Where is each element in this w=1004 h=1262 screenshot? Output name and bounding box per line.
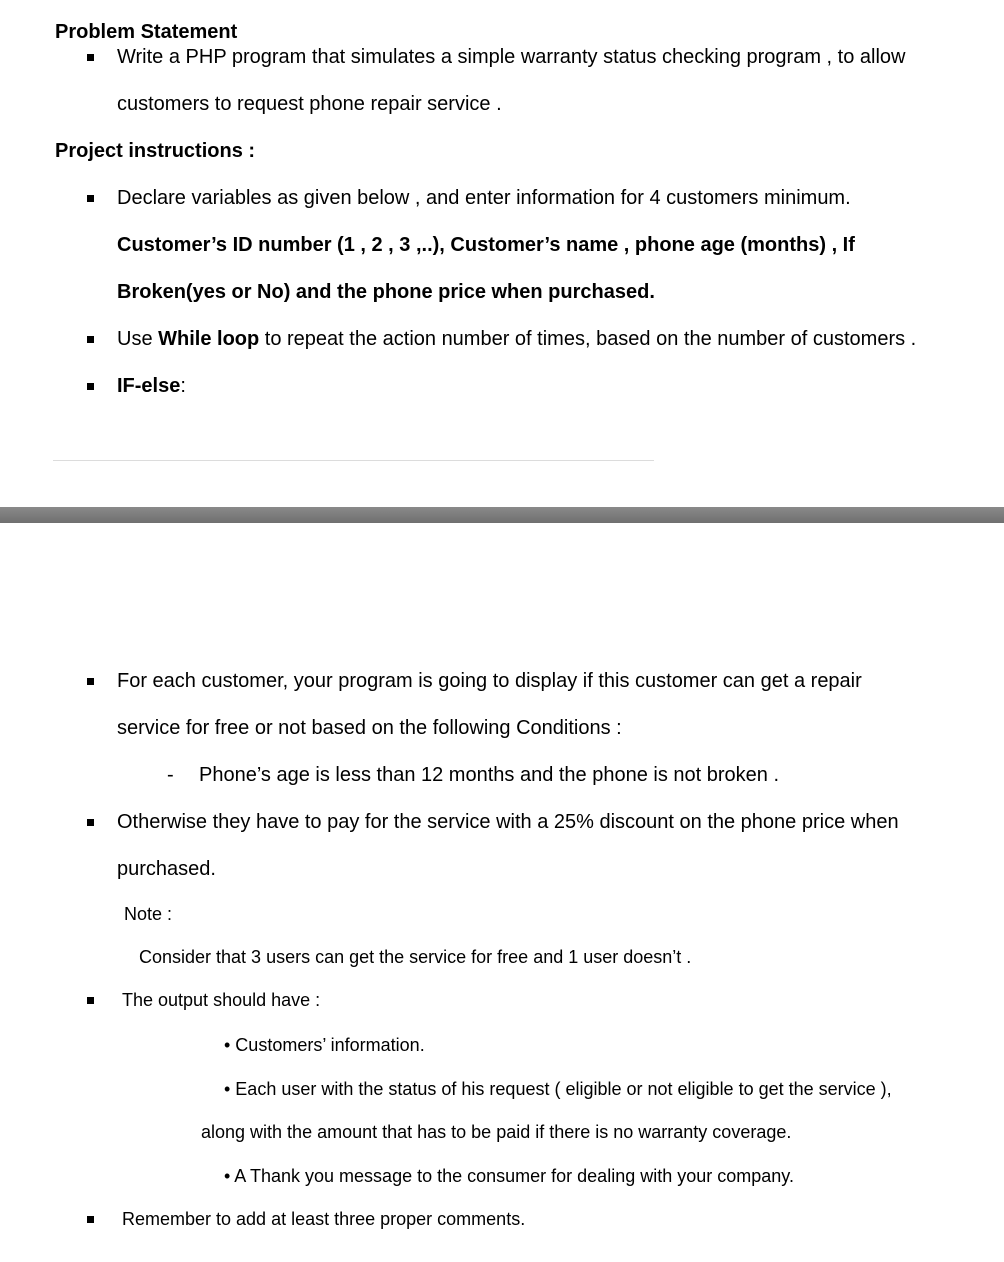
bullet-marker bbox=[87, 383, 94, 390]
each-customer-line1: For each customer, your program is going to display if this customer can get a repair bbox=[117, 670, 862, 692]
output-item-status-cont: along with the amount that has to be paid if there is no warranty coverage. bbox=[201, 1122, 792, 1142]
statement-text-line1: Write a PHP program that simulates a simple warranty status checking program , to allow bbox=[117, 46, 906, 68]
variables-list-line1: Customer’s ID number (1 , 2 , 3 ,..), Customer’s name , phone age (months) , If bbox=[117, 234, 855, 256]
while-loop-prefix: Use bbox=[117, 328, 159, 350]
project-instructions-heading: Project instructions : bbox=[55, 140, 256, 162]
condition-dash: - bbox=[167, 764, 174, 786]
otherwise-line2: purchased. bbox=[117, 858, 216, 880]
if-else-text bbox=[117, 374, 186, 398]
declare-variables-text: Declare variables as given below , and enter information for 4 customers minimum. bbox=[117, 187, 851, 209]
if-else-suffix: : bbox=[180, 375, 186, 397]
bullet-marker bbox=[87, 678, 94, 685]
while-loop-suffix: to repeat the action number of times, based on the number of customers . bbox=[259, 328, 917, 350]
statement-text-line2: customers to request phone repair service . bbox=[117, 93, 502, 115]
condition-text: Phone’s age is less than 12 months and the phone is not broken . bbox=[199, 764, 780, 786]
bullet-marker bbox=[87, 54, 94, 61]
output-item-status: • Each user with the status of his request ( eligible or not eligible to get the service ), bbox=[224, 1079, 892, 1099]
variables-list-line2: Broken(yes or No) and the phone price when purchased. bbox=[117, 281, 655, 303]
output-label: The output should have : bbox=[122, 990, 321, 1010]
bullet-marker bbox=[87, 997, 94, 1004]
while-loop-text bbox=[117, 327, 916, 351]
output-item-customers-info: • Customers’ information. bbox=[224, 1035, 425, 1055]
note-label: Note : bbox=[124, 904, 173, 924]
otherwise-line1: Otherwise they have to pay for the service with a 25% discount on the phone price when bbox=[117, 811, 899, 833]
comments-reminder: Remember to add at least three proper comments. bbox=[122, 1209, 526, 1229]
note-text: Consider that 3 users can get the service for free and 1 user doesn’t . bbox=[139, 947, 692, 967]
output-item-thank-you: • A Thank you message to the consumer for dealing with your company. bbox=[224, 1166, 794, 1186]
section-divider bbox=[53, 460, 654, 461]
problem-statement-heading: Problem Statement bbox=[55, 21, 238, 43]
bullet-marker bbox=[87, 336, 94, 343]
if-else-keyword: IF-else bbox=[117, 375, 181, 397]
bullet-marker bbox=[87, 1216, 94, 1223]
each-customer-line2: service for free or not based on the following Conditions : bbox=[117, 717, 622, 739]
page-break-bar bbox=[0, 507, 1004, 523]
bullet-marker bbox=[87, 819, 94, 826]
bullet-marker bbox=[87, 195, 94, 202]
while-loop-keyword: While loop bbox=[158, 328, 260, 350]
